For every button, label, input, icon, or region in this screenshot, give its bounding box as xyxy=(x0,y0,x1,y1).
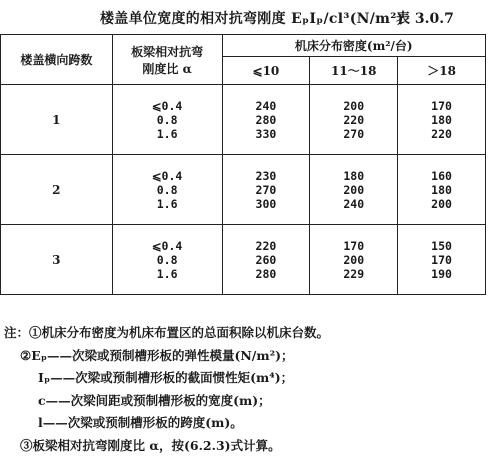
value: 180 xyxy=(398,113,485,127)
ratio-value: 0.8 xyxy=(113,113,222,127)
value: 220 xyxy=(398,127,485,141)
note-3: ③板梁相对抗弯刚度比 α，按(6.2.3)式计算。 xyxy=(4,435,329,457)
ratio-value: ⩽0.4 xyxy=(113,169,222,183)
value-cell xyxy=(310,85,398,155)
value: 170 xyxy=(398,253,485,267)
value: 170 xyxy=(310,239,397,253)
value: 230 xyxy=(223,169,310,183)
table-row xyxy=(1,85,486,155)
value: 200 xyxy=(310,99,397,113)
header-ratio-line1: 板梁相对抗弯 xyxy=(113,43,222,60)
value: 170 xyxy=(398,99,485,113)
ratio-value: ⩽0.4 xyxy=(113,239,222,253)
note-2-c: c——次梁间距或预制槽形板的宽度(m)； xyxy=(4,390,329,413)
header-ratio-line2: 刚度比 α xyxy=(113,60,222,77)
note-1: 注：①机床分布密度为机床布置区的总面积除以机床台数。 xyxy=(4,322,329,345)
value: 200 xyxy=(310,183,397,197)
value: 280 xyxy=(223,113,310,127)
value: 200 xyxy=(398,197,485,211)
note-2-ip: Iₚ——次梁或预制槽形板的截面惯性矩(m⁴)； xyxy=(4,367,329,390)
value-cell xyxy=(398,85,486,155)
ratio-value: 1.6 xyxy=(113,267,222,281)
value: 180 xyxy=(310,169,397,183)
value: 270 xyxy=(310,127,397,141)
value-cell xyxy=(310,155,398,225)
value: 229 xyxy=(310,267,397,281)
value: 280 xyxy=(223,267,310,281)
value-cell xyxy=(222,225,310,295)
header-stiffness-ratio xyxy=(112,35,222,85)
value: 200 xyxy=(310,253,397,267)
ratio-value: 1.6 xyxy=(113,197,222,211)
value: 240 xyxy=(310,197,397,211)
value: 150 xyxy=(398,239,485,253)
value-cell xyxy=(222,155,310,225)
span-count-cell: 2 xyxy=(1,155,113,225)
header-density-col-3: ＞18 xyxy=(398,57,486,85)
ratio-value: 0.8 xyxy=(113,253,222,267)
value: 330 xyxy=(223,127,310,141)
value-cell xyxy=(310,225,398,295)
value-cell xyxy=(398,225,486,295)
value: 270 xyxy=(223,183,310,197)
note-2: ②Eₚ——次梁或预制槽形板的弹性模量(N/m²)； xyxy=(4,345,329,368)
ratio-value: 0.8 xyxy=(113,183,222,197)
value: 220 xyxy=(223,239,310,253)
value: 190 xyxy=(398,267,485,281)
note-2-l: l——次梁或预制槽形板的跨度(m)。 xyxy=(4,412,329,435)
table-number: 表 3.0.7 xyxy=(396,8,454,28)
span-count-cell: 3 xyxy=(1,225,113,295)
value: 160 xyxy=(398,169,485,183)
value: 180 xyxy=(398,183,485,197)
span-count-cell: 1 xyxy=(1,85,113,155)
header-density-col-2: 11～18 xyxy=(310,57,398,85)
value: 220 xyxy=(310,113,397,127)
ratio-cell xyxy=(112,155,222,225)
stiffness-table xyxy=(0,34,486,295)
table-title: 楼盖单位宽度的相对抗弯刚度 EₚIₚ/cl³(N/m²) xyxy=(100,8,404,28)
table-row xyxy=(1,225,486,295)
ratio-cell xyxy=(112,85,222,155)
value: 240 xyxy=(223,99,310,113)
value-cell xyxy=(222,85,310,155)
value: 260 xyxy=(223,253,310,267)
table-notes xyxy=(4,322,329,457)
table-row xyxy=(1,155,486,225)
ratio-value: 1.6 xyxy=(113,127,222,141)
header-machine-density: 机床分布密度(m²/台) xyxy=(222,35,486,57)
ratio-cell xyxy=(112,225,222,295)
table-title-bar xyxy=(0,6,496,28)
value: 300 xyxy=(223,197,310,211)
ratio-value: ⩽0.4 xyxy=(113,99,222,113)
value-cell xyxy=(398,155,486,225)
header-density-col-1: ⩽10 xyxy=(222,57,310,85)
header-span-count: 楼盖横向跨数 xyxy=(1,35,113,85)
